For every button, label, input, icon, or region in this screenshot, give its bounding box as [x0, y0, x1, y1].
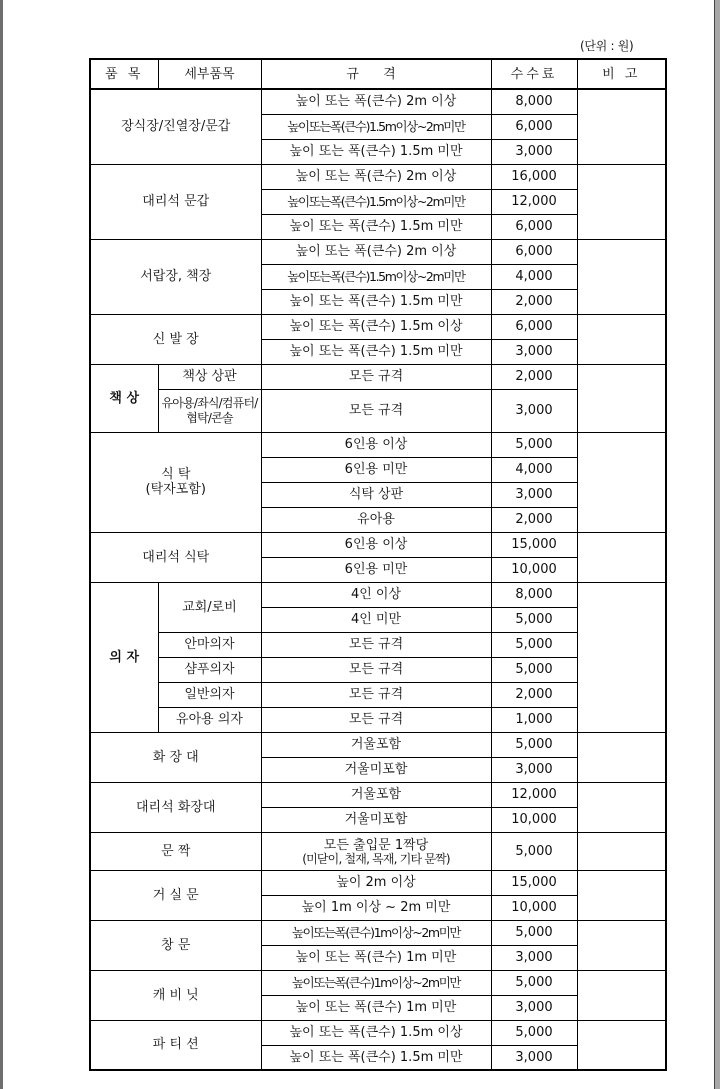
spec-cell: 모든 규격 — [261, 632, 491, 657]
spec-cell: 높이 또는 폭(큰수) 1m 미만 — [261, 945, 491, 970]
spec-cell: 4인 이상 — [261, 582, 491, 607]
spec-cell: 높이 또는 폭(큰수) 1.5m 미만 — [261, 139, 491, 164]
fee-cell: 3,000 — [491, 389, 577, 432]
header-fee: 수수료 — [491, 59, 577, 89]
fee-cell: 5,000 — [491, 920, 577, 945]
fee-cell: 5,000 — [491, 432, 577, 457]
item-cell: 장식장/진열장/문갑 — [90, 89, 261, 164]
table-row — [90, 364, 666, 389]
fee-cell: 2,000 — [491, 682, 577, 707]
spec-cell: 6인용 미만 — [261, 457, 491, 482]
table-row — [90, 832, 666, 870]
sub-item-cell: 안마의자 — [158, 632, 261, 657]
fee-cell: 3,000 — [491, 339, 577, 364]
table-row — [90, 870, 666, 895]
spec-cell — [261, 832, 491, 870]
fee-cell: 5,000 — [491, 632, 577, 657]
fee-cell: 16,000 — [491, 164, 577, 189]
spec-cell: 거울포함 — [261, 732, 491, 757]
spec-cell: 식탁 상판 — [261, 482, 491, 507]
fee-cell: 10,000 — [491, 807, 577, 832]
item-cell: 창 문 — [90, 920, 261, 970]
fee-cell: 3,000 — [491, 139, 577, 164]
table-row — [90, 732, 666, 757]
sub-item-cell: 일반의자 — [158, 682, 261, 707]
header-note: 비 고 — [577, 59, 666, 89]
fee-cell: 10,000 — [491, 895, 577, 920]
fee-cell: 4,000 — [491, 264, 577, 289]
fee-cell: 3,000 — [491, 995, 577, 1020]
table-row — [90, 89, 666, 114]
door-spec-sub: (미닫이, 철재, 목재, 기타 문짝) — [302, 851, 450, 866]
spec-cell: 모든 규격 — [261, 682, 491, 707]
sub-item-cell: 유아용/좌식/컴퓨터/협탁/콘솔 — [158, 389, 261, 432]
fee-cell: 8,000 — [491, 582, 577, 607]
item-cell: 신 발 장 — [90, 314, 261, 364]
note-cell — [577, 532, 666, 582]
spec-cell: 높이또는폭(큰수)1.5m이상~2m미만 — [261, 114, 491, 139]
fee-cell: 6,000 — [491, 114, 577, 139]
spec-cell: 높이 또는 폭(큰수) 1m 미만 — [261, 995, 491, 1020]
note-cell — [577, 920, 666, 970]
note-cell — [577, 432, 666, 532]
fee-cell: 6,000 — [491, 314, 577, 339]
item-cell: 의 자 — [90, 582, 158, 732]
fee-cell: 12,000 — [491, 189, 577, 214]
note-cell — [577, 1020, 666, 1070]
table-row — [90, 432, 666, 457]
spec-cell: 모든 규격 — [261, 364, 491, 389]
spec-cell: 6인용 이상 — [261, 432, 491, 457]
fee-cell: 2,000 — [491, 507, 577, 532]
table-row — [90, 782, 666, 807]
fee-cell: 4,000 — [491, 457, 577, 482]
fee-cell: 12,000 — [491, 782, 577, 807]
note-cell — [577, 314, 666, 364]
spec-cell: 높이 1m 이상 ~ 2m 미만 — [261, 895, 491, 920]
fee-cell: 3,000 — [491, 482, 577, 507]
table-row — [90, 970, 666, 995]
spec-cell: 유아용 — [261, 507, 491, 532]
spec-cell: 높이또는폭(큰수)1m이상~2m미만 — [261, 920, 491, 945]
header-spec: 규 격 — [261, 59, 491, 89]
note-cell — [577, 582, 666, 732]
spec-cell: 높이 또는 폭(큰수) 1.5m 미만 — [261, 289, 491, 314]
sub-item-cell: 샴푸의자 — [158, 657, 261, 682]
item-table-sub: (탁자포함) — [145, 482, 206, 497]
sub-item-cell: 유아용 의자 — [158, 707, 261, 732]
fee-cell: 8,000 — [491, 89, 577, 114]
spec-cell: 모든 규격 — [261, 657, 491, 682]
unit-label: (단위 : 원) — [580, 39, 634, 53]
fee-table — [89, 58, 667, 1071]
header-item: 품 목 — [90, 59, 158, 89]
spec-cell: 높이 또는 폭(큰수) 2m 이상 — [261, 164, 491, 189]
table-row — [90, 1020, 666, 1045]
item-cell — [90, 432, 261, 532]
door-spec-main: 모든 출입문 1짝당 — [323, 837, 429, 853]
spec-cell: 높이 또는 폭(큰수) 1.5m 이상 — [261, 1020, 491, 1045]
fee-cell: 5,000 — [491, 832, 577, 870]
fee-cell: 6,000 — [491, 214, 577, 239]
spec-cell: 높이 2m 이상 — [261, 870, 491, 895]
header-sub-item: 세부품목 — [158, 59, 261, 89]
table-row — [90, 314, 666, 339]
note-cell — [577, 732, 666, 782]
note-cell — [577, 782, 666, 832]
note-cell — [577, 970, 666, 1020]
spec-cell: 높이 또는 폭(큰수) 1.5m 미만 — [261, 339, 491, 364]
fee-cell: 3,000 — [491, 1045, 577, 1070]
item-cell: 화 장 대 — [90, 732, 261, 782]
item-cell: 문 짝 — [90, 832, 261, 870]
item-cell: 대리석 화장대 — [90, 782, 261, 832]
fee-cell: 1,000 — [491, 707, 577, 732]
spec-cell: 6인용 미만 — [261, 557, 491, 582]
table-row — [90, 582, 666, 607]
spec-cell: 높이또는폭(큰수)1.5m이상~2m미만 — [261, 189, 491, 214]
item-cell: 서랍장, 책장 — [90, 239, 261, 314]
item-cell: 거 실 문 — [90, 870, 261, 920]
spec-cell: 거울미포함 — [261, 807, 491, 832]
item-cell: 대리석 문갑 — [90, 164, 261, 239]
note-cell — [577, 832, 666, 870]
note-cell — [577, 870, 666, 920]
note-cell — [577, 89, 666, 164]
fee-cell: 5,000 — [491, 657, 577, 682]
spec-cell: 6인용 이상 — [261, 532, 491, 557]
fee-cell: 10,000 — [491, 557, 577, 582]
spec-cell: 높이 또는 폭(큰수) 1.5m 미만 — [261, 1045, 491, 1070]
sub-item-cell: 책상 상판 — [158, 364, 261, 389]
fee-cell: 2,000 — [491, 364, 577, 389]
spec-cell: 높이 또는 폭(큰수) 1.5m 이상 — [261, 314, 491, 339]
header-row — [90, 59, 666, 89]
item-cell: 대리석 식탁 — [90, 532, 261, 582]
spec-cell: 모든 규격 — [261, 389, 491, 432]
spec-cell: 높이또는폭(큰수)1.5m이상~2m미만 — [261, 264, 491, 289]
fee-cell: 5,000 — [491, 970, 577, 995]
note-cell — [577, 239, 666, 314]
table-row — [90, 920, 666, 945]
fee-cell: 3,000 — [491, 757, 577, 782]
table-row — [90, 239, 666, 264]
fee-cell: 5,000 — [491, 1020, 577, 1045]
table-row — [90, 164, 666, 189]
spec-cell: 거울포함 — [261, 782, 491, 807]
note-cell — [577, 164, 666, 239]
item-cell: 책 상 — [90, 364, 158, 432]
fee-cell: 15,000 — [491, 532, 577, 557]
spec-cell: 높이 또는 폭(큰수) 2m 이상 — [261, 239, 491, 264]
table-row — [90, 532, 666, 557]
item-table-title: 식 탁 — [161, 467, 191, 482]
page-right-edge — [715, 0, 720, 1089]
note-cell — [577, 364, 666, 432]
spec-cell: 높이또는폭(큰수)1m이상~2m미만 — [261, 970, 491, 995]
fee-cell: 3,000 — [491, 945, 577, 970]
spec-cell: 4인 미만 — [261, 607, 491, 632]
fee-cell: 2,000 — [491, 289, 577, 314]
fee-cell: 5,000 — [491, 732, 577, 757]
spec-cell: 높이 또는 폭(큰수) 2m 이상 — [261, 89, 491, 114]
spec-cell: 모든 규격 — [261, 707, 491, 732]
fee-cell: 5,000 — [491, 607, 577, 632]
item-cell: 파 티 션 — [90, 1020, 261, 1070]
fee-cell: 15,000 — [491, 870, 577, 895]
sub-item-cell: 교회/로비 — [158, 582, 261, 632]
item-cell: 캐 비 닛 — [90, 970, 261, 1020]
fee-cell: 6,000 — [491, 239, 577, 264]
spec-cell: 거울미포함 — [261, 757, 491, 782]
page-left-edge — [0, 0, 3, 1089]
spec-cell: 높이 또는 폭(큰수) 1.5m 미만 — [261, 214, 491, 239]
